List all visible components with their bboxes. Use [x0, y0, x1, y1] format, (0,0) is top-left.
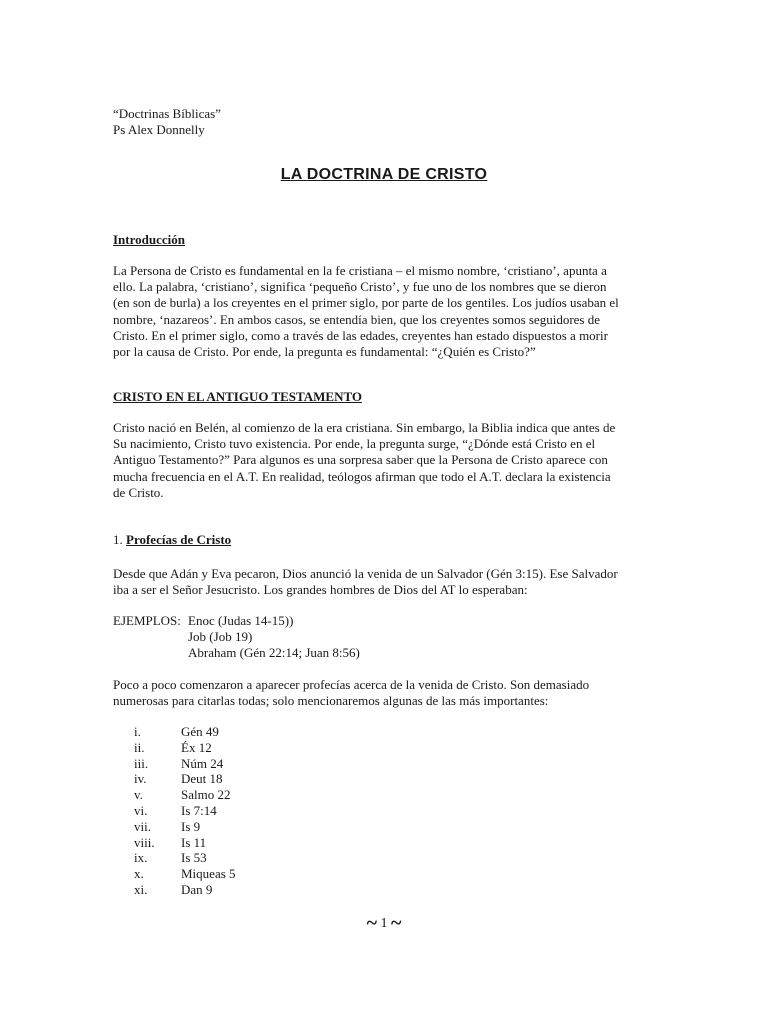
list-item: [134, 771, 334, 787]
author-name: Ps Alex Donnelly: [113, 122, 205, 137]
ot-section-paragraph: [113, 420, 658, 501]
list-item: [134, 882, 334, 898]
paragraph-line: Cristo nació en Belén, al comienzo de la era cristiana. Sin embargo, la Biblia indica que antes de: [113, 420, 616, 435]
list-number: iv.: [134, 771, 147, 787]
prophecies-paragraph: [113, 566, 658, 598]
examples-label: EJEMPLOS:: [113, 613, 181, 628]
scripture-reference: Dan 9: [181, 881, 213, 897]
section-title: Profecías de Cristo: [126, 532, 232, 547]
list-number: v.: [134, 787, 143, 803]
intro-heading: Introducción: [113, 232, 185, 247]
scripture-reference: Is 7:14: [181, 802, 217, 818]
list-item: [134, 819, 334, 835]
scripture-reference: Gén 49: [181, 724, 219, 739]
paragraph-line: Antiguo Testamento?” Para algunos es una sorpresa saber que la Persona de Cristo aparece con: [113, 452, 608, 468]
list-number: vi.: [134, 802, 148, 818]
list-item: [134, 787, 334, 803]
paragraph-line: Cristo. En el primer siglo, como a través de las edades, creyentes han estado dispuestos a morir: [113, 327, 608, 343]
list-number: viii.: [134, 834, 155, 850]
list-item: [134, 740, 334, 756]
page-number: 1: [380, 916, 388, 931]
list-number: ix.: [134, 850, 148, 866]
document-title: LA DOCTRINA DE CRISTO: [280, 166, 488, 183]
paragraph-line: (en son de burla) a los creyentes en el primer siglo, por parte de los gentiles. Los judíos usaban el: [113, 295, 619, 311]
list-item: [134, 803, 334, 819]
prophecies-heading: [113, 532, 231, 548]
ot-section-heading: CRISTO EN EL ANTIGUO TESTAMENTO: [113, 389, 363, 404]
prophecies-list-intro: [113, 677, 658, 709]
paragraph-line: iba a ser el Señor Jesucristo. Los grandes hombres de Dios del AT lo esperaban:: [113, 582, 528, 598]
paragraph-line: nombre, ‘nazareos’. En ambos casos, se entendía bien, que los creyentes somos seguidores de: [113, 311, 600, 327]
paragraph-line: numerosas para citarlas todas; solo mencionaremos algunas de las más importantes:: [113, 693, 549, 709]
paragraph-line: Su nacimiento, Cristo tuvo existencia. Por ende, la pregunta surge, “¿Dónde está Cristo en el: [113, 436, 596, 452]
paragraph-line: de Cristo.: [113, 484, 164, 500]
tilde-ornament-right: ~: [391, 912, 402, 934]
list-item: [134, 724, 334, 740]
list-item: [134, 835, 334, 851]
example-item: Enoc (Judas 14-15)): [188, 613, 294, 628]
example-item: Abraham (Gén 22:14; Juan 8:56): [188, 645, 360, 660]
list-number: vii.: [134, 818, 151, 834]
list-number: xi.: [134, 881, 148, 897]
paragraph-line: por la causa de Cristo. Por ende, la pregunta es fundamental: “¿Quién es Cristo?”: [113, 344, 536, 360]
scripture-reference: Is 9: [181, 818, 201, 834]
series-name: “Doctrinas Bíblicas”: [113, 106, 221, 121]
list-number: i.: [134, 724, 141, 739]
example-item: Job (Job 19): [188, 629, 253, 644]
list-item: [134, 850, 334, 866]
paragraph-line: Poco a poco comenzaron a aparecer profecías acerca de la venida de Cristo. Son demasiado: [113, 677, 590, 692]
intro-paragraph: [113, 263, 658, 360]
tilde-ornament-left: ~: [366, 912, 377, 934]
paragraph-line: La Persona de Cristo es fundamental en la fe cristiana – el mismo nombre, ‘cristiano’, apunta a: [113, 263, 607, 278]
list-item: [134, 866, 334, 882]
scripture-reference: Salmo 22: [181, 787, 231, 803]
scripture-reference: Miqueas 5: [181, 866, 236, 882]
list-item: [134, 756, 334, 772]
scripture-reference: Núm 24: [181, 755, 224, 771]
list-number: ii.: [134, 739, 145, 755]
paragraph-line: Desde que Adán y Eva pecaron, Dios anunció la venida de un Salvador (Gén 3:15). Ese Salvador: [113, 566, 618, 581]
list-number: iii.: [134, 755, 149, 771]
scripture-reference: Is 53: [181, 850, 207, 866]
scripture-reference: Éx 12: [181, 739, 212, 755]
paragraph-line: mucha frecuencia en el A.T. En realidad, teólogos afirman que todo el A.T. declara la existencia: [113, 468, 611, 484]
prophecy-reference-list: [134, 724, 334, 898]
section-number: 1.: [113, 532, 123, 547]
scripture-reference: Is 11: [181, 834, 207, 850]
list-number: x.: [134, 866, 144, 882]
paragraph-line: ello. La palabra, ‘cristiano’, significa ‘pequeño Cristo’, y fue uno de los nombres que se dieron: [113, 279, 607, 295]
page-footer: [0, 912, 768, 935]
scripture-reference: Deut 18: [181, 771, 223, 787]
